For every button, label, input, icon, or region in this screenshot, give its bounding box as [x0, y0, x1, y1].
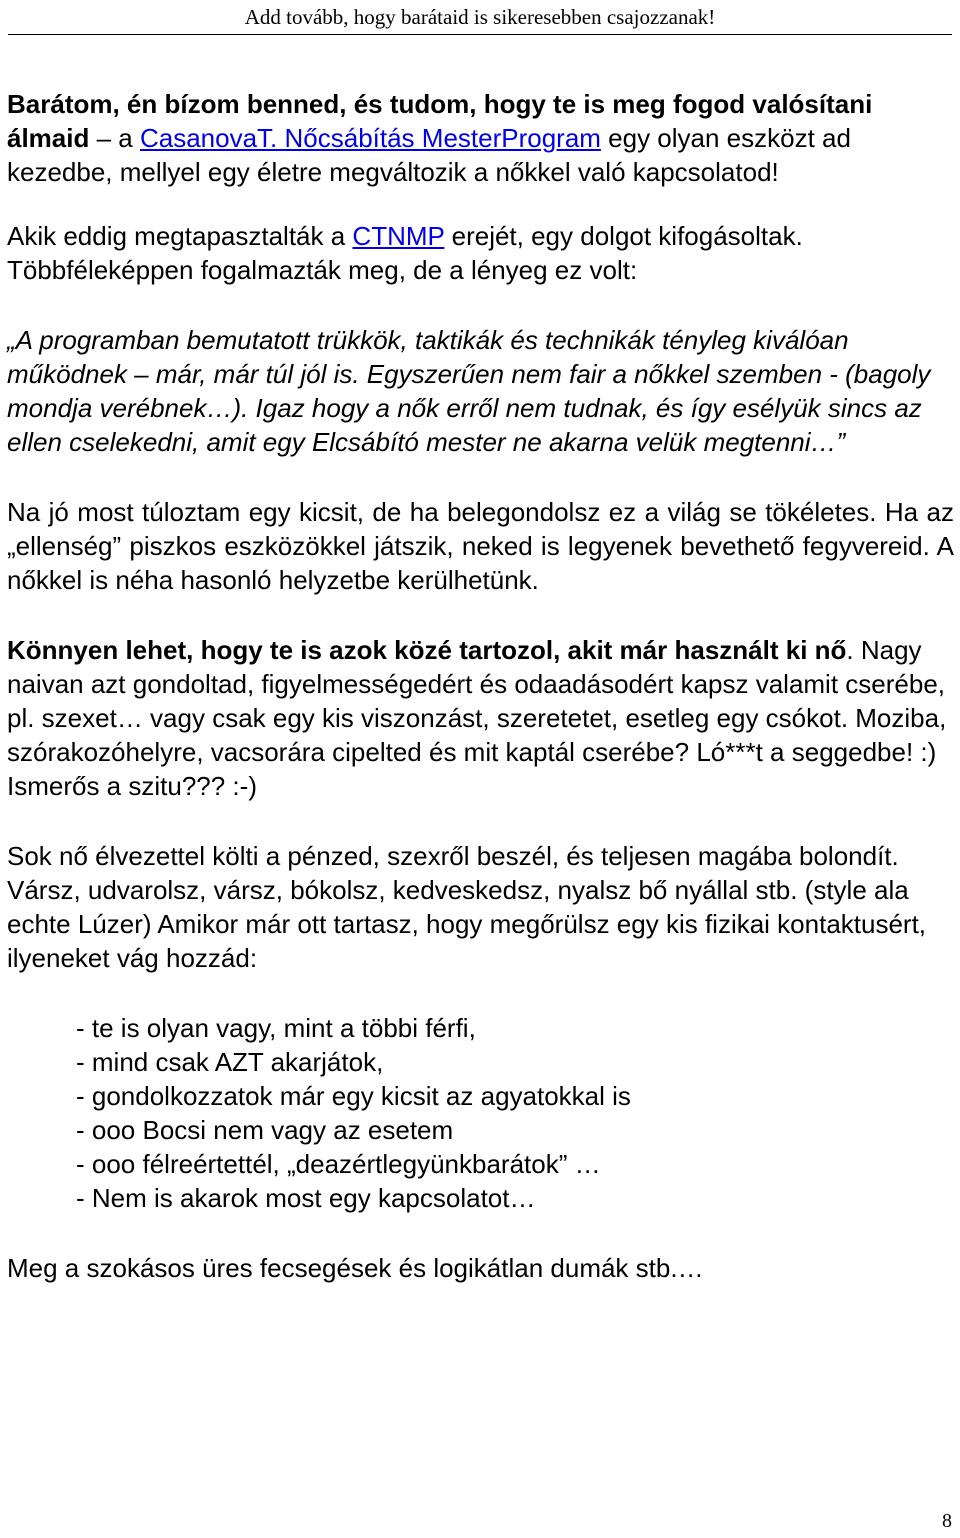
paragraph-exaggeration: Na jó most túloztam egy kicsit, de ha belegondolsz ez a világ se tökéletes. Ha az „ellenség” piszkos eszközökkel játszik, neked is legyenek bevethető fegyvereid. A nőkkel is néha hasonló helyzetbe kerülhetünk. — [7, 497, 954, 595]
header-title: Add tovább, hogy barátaid is sikeresebben csajozzanak! — [244, 5, 716, 29]
paragraph-used — [7, 633, 954, 803]
page-number: 8 — [942, 1510, 952, 1532]
ctnmp-rest: erejét, egy dolgot kifogásoltak. Többféleképpen fogalmazták meg, de a lényeg ez volt: — [7, 221, 803, 285]
list-item: - ooo Bocsi nem vagy az esetem — [76, 1115, 454, 1145]
list-item: - mind csak AZT akarjátok, — [76, 1047, 384, 1077]
intro-dash: – a — [89, 123, 140, 153]
paragraph-spending: Sok nő élvezettel költi a pénzed, szexről beszél, és teljesen magába bolondít. Vársz, udvarolsz, vársz, bókolsz, kedveskedsz, nyalsz bő nyállal stb. (style ala echte Lúzer) Amikor már ott tartasz, hogy megőrülsz egy kis fizikai kontaktusért, ilyeneket vág hozzád: — [7, 841, 927, 973]
paragraph-ctnmp — [7, 219, 954, 287]
paragraph-closing: Meg a szokásos üres fecsegések és logikátlan dumák stb.… — [7, 1253, 704, 1283]
intro-bold-lead: Barátom, én bízom benned, és tudom, hogy te is meg fogod valósítani álmaid — [7, 89, 873, 153]
list-item: - te is olyan vagy, mint a többi férfi, — [76, 1013, 476, 1043]
document-body — [7, 87, 954, 1285]
paragraph-intro — [7, 87, 954, 189]
page-header — [0, 0, 960, 40]
casanova-link[interactable]: CasanovaT. Nőcsábítás MesterProgram — [139, 123, 601, 153]
header-divider — [8, 34, 952, 35]
quote-paragraph: „A programban bemutatott trükkök, taktikák és technikák tényleg kiválóan működnek – már, már túl jól is. Egyszerűen nem fair a nőkkel szemben - (bagoly mondja verébnek…). Igaz hogy a nők erről nem tudnak, és így esélyük sincs az ellen cselekedni, amit egy Elcsábító mester ne akarna velük megtenni…” — [7, 325, 931, 457]
used-bold-lead: Könnyen lehet, hogy te is azok közé tartozol, akit már használt ki nő — [7, 635, 847, 665]
used-rest: . Nagy naivan azt gondoltad, figyelmességedért és odaadásodért kapsz valamit cserébe, pl. szexet… vagy csak egy kis viszonzást, szeretetet, esetleg egy csókot. Moziba, szórakozóhelyre, vacsorára cipelted és mit kaptál cserébe? Ló***t a seggedbe! :) Ismerős a szitu??? :-) — [7, 635, 947, 801]
ctnmp-lead: Akik eddig megtapasztalták a — [7, 221, 353, 251]
ctnmp-link[interactable]: CTNMP — [352, 221, 445, 251]
excuse-list — [76, 1011, 954, 1215]
list-item: - Nem is akarok most egy kapcsolatot… — [76, 1183, 536, 1213]
list-item: - ooo félreértettél, „deazértlegyünkbarátok” … — [76, 1149, 601, 1179]
intro-rest: egy olyan eszközt ad kezedbe, mellyel egy életre megváltozik a nőkkel való kapcsolatod! — [7, 123, 851, 187]
list-item: - gondolkozzatok már egy kicsit az agyatokkal is — [76, 1081, 631, 1111]
